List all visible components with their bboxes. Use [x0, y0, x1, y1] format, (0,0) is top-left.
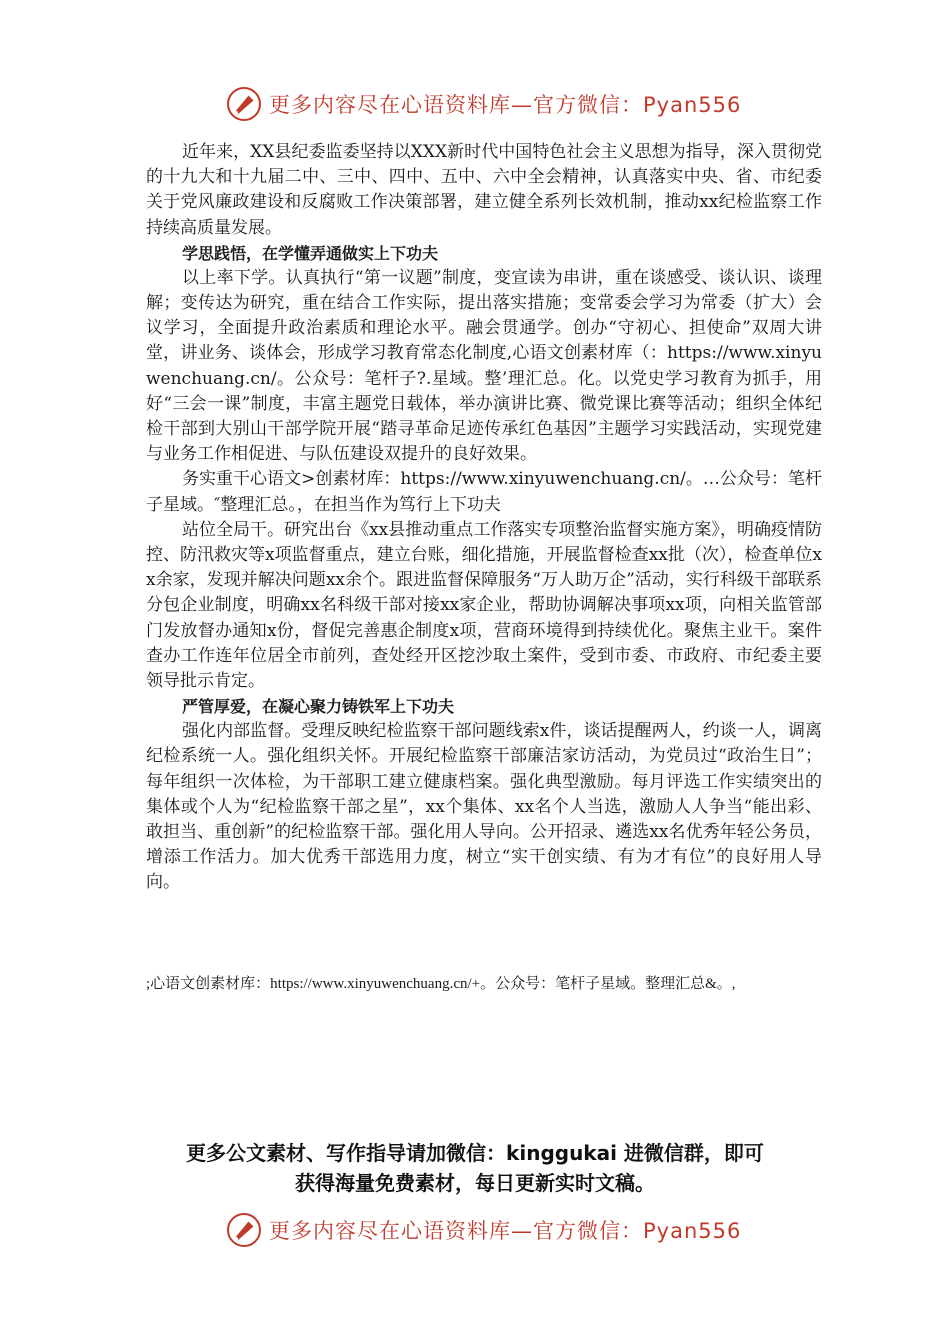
- pen-nib-logo-icon: [225, 85, 263, 123]
- paragraph-1: 以上率下学。认真执行“第一议题”制度，变宣读为串讲，重在谈感受、谈认识、谈理解；变传达为研究，重在结合工作实际，提出落实措施；变常委会学习为常委（扩大）会议学习，全面提升政治素质和理论水平。融会贯通学。创办“守初心、担使命”双周大讲堂，讲业务、谈体会，形成学习教育常态化制度,心语文创素材库（：https://www.xinyuwenchuang.cn/。公众号：笔杆子?.星域。整’理汇总。化。以党史学习教育为抓手，用好“三会一课”制度，丰富主题党日载体，举办演讲比赛、微党课比赛等活动；组织全体纪检干部到大别山干部学院开展“踏寻革命足迹传承红色基因”主题学习实践活动，实现党建与业务工作相促进、与队伍建设双提升的良好效果。: [146, 267, 822, 465]
- intro-paragraph: 近年来，XX县纪委监委坚持以XXX新时代中国特色社会主义思想为指导，深入贯彻党的十九大和十九届二中、三中、四中、五中、六中全会精神，认真落实中央、省、市纪委关于党风廉政建设和反腐败工作决策部署，建立健全系列长效机制，推动xx纪检监察工作持续高质量发展。: [146, 142, 822, 238]
- article-body: [146, 140, 822, 896]
- promo-line-1: 更多公文素材、写作指导请加微信：kinggukai 进微信群，即可: [186, 1141, 764, 1165]
- pen-nib-logo-icon: [225, 1211, 263, 1249]
- footer-banner: [225, 1210, 741, 1250]
- header-banner: [225, 84, 741, 124]
- promo-block: [120, 1138, 830, 1198]
- paragraph-2: 务实重干心语文>创素材库：https://www.xinyuwenchuang.cn/。…公众号：笔杆子星域。″整理汇总。，在担当作为笃行上下功夫: [146, 469, 822, 515]
- paragraph-4: 强化内部监督。受理反映纪检监察干部问题线索x件，谈话提醒两人，约谈一人，调离纪检系统一人。强化组织关怀。开展纪检监察干部廉洁家访活动，为党员过“政治生日”；每年组织一次体检，为干部职工建立健康档案。强化典型激励。每月评选工作实绩突出的集体或个人为“纪检监察干部之星”，xx个集体、xx名个人当选，激励人人争当“能出彩、敢担当、重创新”的纪检监察干部。强化用人导向。公开招录、遴选xx名优秀年轻公务员，增添工作活力。加大优秀干部选用力度，树立“实干创实绩、有为才有位”的良好用人导向。: [146, 721, 822, 893]
- footnote-text: ;心语文创素材库：https://www.xinyuwenchuang.cn/+。公众号：笔杆子星域。整理汇总&。,: [146, 976, 736, 992]
- promo-line-2: 获得海量免费素材，每日更新实时文稿。: [295, 1171, 655, 1195]
- header-banner-text: 更多内容尽在心语资料库—官方微信：Pyan556: [269, 93, 742, 117]
- paragraph-3: 站位全局干。研究出台《xx县推动重点工作落实专项整治监督实施方案》，明确疫情防控、防汛救灾等x项监督重点，建立台账，细化措施，开展监督检查xx批（次），检查单位xx余家，发现并解决问题xx余个。跟进监督保障服务“万人助万企”活动，实行科级干部联系分包企业制度，明确xx名科级干部对接xx家企业，帮助协调解决事项xx项，向相关监管部门发放督办通知x份，督促完善惠企制度x项，营商环境得到持续优化。聚焦主业干。案件查办工作连年位居全市前列，查处经开区挖沙取土案件，受到市委、市政府、市纪委主要领导批示肯定。: [146, 519, 822, 692]
- section-heading-1: 学思践悟，在学懂弄通做实上下功夫: [182, 243, 439, 263]
- section-heading-2: 严管厚爱，在凝心聚力铸铁军上下功夫: [182, 697, 455, 717]
- footer-banner-text: 更多内容尽在心语资料库—官方微信：Pyan556: [269, 1219, 742, 1243]
